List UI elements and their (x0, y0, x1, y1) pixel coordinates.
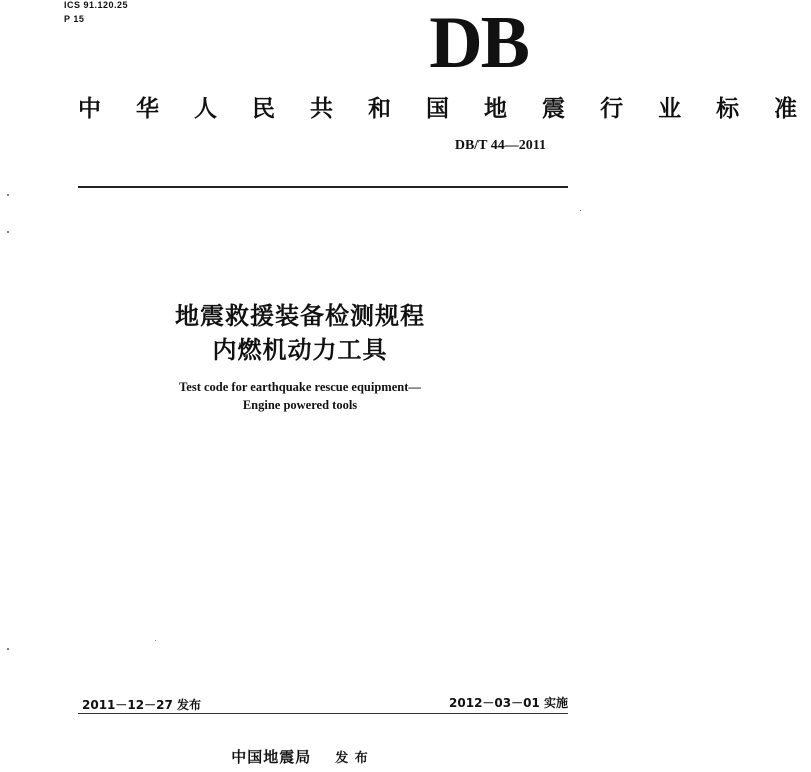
scan-speck (155, 640, 156, 641)
scan-speck (580, 210, 581, 211)
organization-heading: 中 华 人 民 共 和 国 地 震 行 业 标 准 (78, 96, 811, 122)
title-english-line-1: Test code for earthquake rescue equipment— (179, 380, 421, 394)
footer-divider (78, 713, 568, 714)
implementation-date: 2012－03－01 实施 (449, 696, 568, 710)
issue-date: 2011－12－27 发布 (82, 698, 201, 712)
scan-speck (7, 648, 9, 650)
title-chinese-line-2: 内燃机动力工具 (212, 336, 388, 364)
ics-code: ICS 91.120.25 (64, 0, 129, 10)
db-logo: DB (429, 2, 528, 84)
publish-action: 发 布 (335, 751, 369, 766)
title-chinese-line-1: 地震救援装备检测规程 (175, 302, 425, 330)
ccs-code: P 15 (64, 14, 85, 24)
scan-speck (7, 194, 9, 196)
standard-number: DB/T 44—2011 (454, 138, 546, 153)
publisher-name: 中国地震局 (231, 748, 312, 766)
title-english-line-2: Engine powered tools (242, 398, 358, 412)
publisher-line (0, 746, 600, 767)
scan-speck (7, 231, 9, 233)
header-divider (78, 186, 568, 188)
